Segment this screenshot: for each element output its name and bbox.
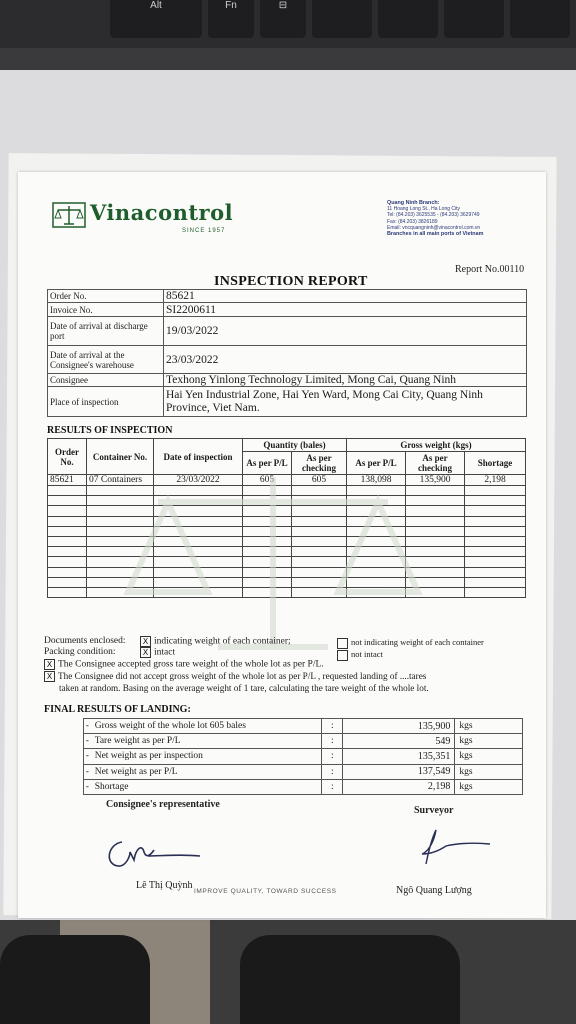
info-label: Date of arrival at the Consignee's warehouse xyxy=(48,346,164,374)
cell-qty-pl: 605 xyxy=(243,475,292,486)
row-dash: - xyxy=(84,779,91,794)
info-label: Order No. xyxy=(48,290,164,303)
checkbox-checked-icon: X xyxy=(44,659,55,670)
info-value: 85621 xyxy=(164,290,527,303)
table-row xyxy=(84,764,523,779)
keyboard-edge xyxy=(0,48,576,70)
report-title: INSPECTION REPORT xyxy=(214,274,368,289)
report-number: Report No.00110 xyxy=(455,264,525,275)
company-since: SINCE 1957 xyxy=(182,228,226,234)
checkbox-empty-icon xyxy=(337,650,348,661)
header-qty-pl: As per P/L xyxy=(243,452,292,475)
surveyor-name: Ngô Quang Lượng xyxy=(396,885,472,896)
cell-container-no: 07 Containers xyxy=(87,475,154,486)
checkbox-intact[interactable] xyxy=(140,647,175,659)
not-accepted-text: The Consignee did not accept gross weight of the whole lot as per P/L , requested landing of ....tares xyxy=(58,671,427,681)
checkbox-checked-icon: X xyxy=(44,671,55,682)
table-row xyxy=(84,779,523,794)
checkbox-not-intact[interactable] xyxy=(337,649,383,661)
landing-value: 137,549 xyxy=(343,764,455,779)
landing-name: Tare weight as per P/L xyxy=(91,734,322,749)
table-row xyxy=(84,734,523,749)
landing-name: Gross weight of the whole lot 605 bales xyxy=(91,719,322,734)
inspection-report-page xyxy=(18,172,546,918)
row-dash: - xyxy=(84,734,91,749)
consignee-representative-label: Consignee's representative xyxy=(106,799,220,810)
key-alt: Alt xyxy=(110,0,202,38)
documents-label: Documents enclosed: xyxy=(44,636,126,646)
cell-order-no: 85621 xyxy=(48,475,87,486)
header-container-no: Container No. xyxy=(87,439,154,475)
key-fn: Fn xyxy=(208,0,254,38)
cell-qty-check: 605 xyxy=(292,475,347,486)
landing-name: Net weight as per inspection xyxy=(91,749,322,764)
option-not-indicating: not indicating weight of each container xyxy=(351,637,484,647)
header-gw-check: As per checking xyxy=(406,452,465,475)
row-colon: : xyxy=(322,779,343,794)
surveyor-label: Surveyor xyxy=(414,805,454,816)
cell-gw-pl: 138,098 xyxy=(347,475,406,486)
header-qty-check: As per checking xyxy=(292,452,347,475)
landing-name: Net weight as per P/L xyxy=(91,764,322,779)
row-dash: - xyxy=(84,719,91,734)
branch-line: Email: vncquangninh@vinacontrol.com.vn xyxy=(387,224,481,231)
branch-line: Tel: (84.203) 3625535 - (84.203) 3629749 xyxy=(387,212,480,219)
landing-unit: kgs xyxy=(455,719,523,734)
header-gross-weight: Gross weight (kgs) xyxy=(347,439,526,452)
landing-unit: kgs xyxy=(455,779,523,794)
accepted-text: The Consignee accepted gross tare weight of the whole lot as per P/L. xyxy=(58,659,324,670)
table-row xyxy=(84,749,523,764)
header-quantity: Quantity (bales) xyxy=(243,439,347,452)
consignee-signature-icon xyxy=(100,834,210,874)
landing-unit: kgs xyxy=(455,734,523,749)
key-blank xyxy=(312,0,372,38)
cell-shortage: 2,198 xyxy=(465,475,526,486)
branch-line: Branches in all main ports of Vietnam xyxy=(387,231,484,238)
landing-value: 135,351 xyxy=(343,749,455,764)
landing-table xyxy=(83,718,523,795)
checkbox-not-indicating[interactable] xyxy=(337,637,484,649)
key-menu: ⊟ xyxy=(260,0,306,38)
header-order-no: Order No. xyxy=(48,439,87,475)
info-label: Invoice No. xyxy=(48,303,164,317)
row-dash: - xyxy=(84,749,91,764)
scales-logo-icon xyxy=(52,202,86,228)
watermark-logo-icon xyxy=(108,472,438,652)
landing-value: 549 xyxy=(343,734,455,749)
info-label: Place of inspection xyxy=(48,387,164,417)
header-date: Date of inspection xyxy=(154,439,243,475)
branch-contact xyxy=(387,200,537,237)
checkbox-checked-icon: X xyxy=(140,636,151,647)
branch-line: 11 Hoang Long St., Ha Long City xyxy=(387,206,461,213)
landing-title: FINAL RESULTS OF LANDING: xyxy=(44,704,191,715)
landing-name: Shortage xyxy=(91,779,322,794)
company-logo xyxy=(52,200,234,234)
consignee-name: Lê Thị Quỳnh xyxy=(136,880,193,891)
info-label: Consignee xyxy=(48,374,164,387)
landing-value: 135,900 xyxy=(343,719,455,734)
shoe xyxy=(240,935,460,1024)
checkbox-checked-icon: X xyxy=(140,647,151,658)
option-indicating: indicating weight of each container; xyxy=(154,636,291,647)
option-intact: intact xyxy=(154,647,176,658)
shoe xyxy=(0,935,150,1024)
info-value: Hai Yen Industrial Zone, Hai Yen Ward, Mong Cai City, Quang Ninh Province, Viet Nam. xyxy=(164,387,527,417)
option-not-intact: not intact xyxy=(351,649,383,659)
cell-gw-check: 135,900 xyxy=(406,475,465,486)
company-name: Vinacontrol xyxy=(90,200,234,225)
key-blank xyxy=(510,0,570,38)
info-value: 19/03/2022 xyxy=(164,317,527,346)
landing-unit: kgs xyxy=(455,764,523,779)
row-dash: - xyxy=(84,764,91,779)
header-gw-pl: As per P/L xyxy=(347,452,406,475)
info-label: Date of arrival at discharge port xyxy=(48,317,164,346)
info-value: Texhong Yinlong Technology Limited, Mong Cai, Quang Ninh xyxy=(164,374,527,387)
landing-value: 2,198 xyxy=(343,779,455,794)
branch-title: Quang Ninh Branch: xyxy=(387,200,440,206)
surveyor-signature-icon xyxy=(398,824,498,874)
checkbox-not-accepted[interactable] xyxy=(44,671,426,683)
checkbox-accepted[interactable] xyxy=(44,659,324,671)
info-value: 23/03/2022 xyxy=(164,346,527,374)
key-blank xyxy=(444,0,504,38)
keyboard xyxy=(0,0,576,80)
key-blank xyxy=(378,0,438,38)
row-colon: : xyxy=(322,719,343,734)
table-row xyxy=(84,719,523,734)
info-table xyxy=(47,289,527,417)
info-value: SI2200611 xyxy=(164,303,527,317)
header-shortage: Shortage xyxy=(465,452,526,475)
landing-unit: kgs xyxy=(455,749,523,764)
checkbox-empty-icon xyxy=(337,638,348,649)
branch-line: Fax: (84.203) 3826189 xyxy=(387,218,438,225)
row-colon: : xyxy=(322,734,343,749)
not-accepted-text-2: taken at random. Basing on the average weight of 1 tare, calculating the tare weight of the whole lot. xyxy=(59,683,429,693)
results-title: RESULTS OF INSPECTION xyxy=(47,425,173,436)
cell-date: 23/03/2022 xyxy=(154,475,243,486)
packing-label: Packing condition: xyxy=(44,647,116,657)
row-colon: : xyxy=(322,749,343,764)
company-slogan: IMPROVE QUALITY, TOWARD SUCCESS xyxy=(194,888,337,895)
row-colon: : xyxy=(322,764,343,779)
